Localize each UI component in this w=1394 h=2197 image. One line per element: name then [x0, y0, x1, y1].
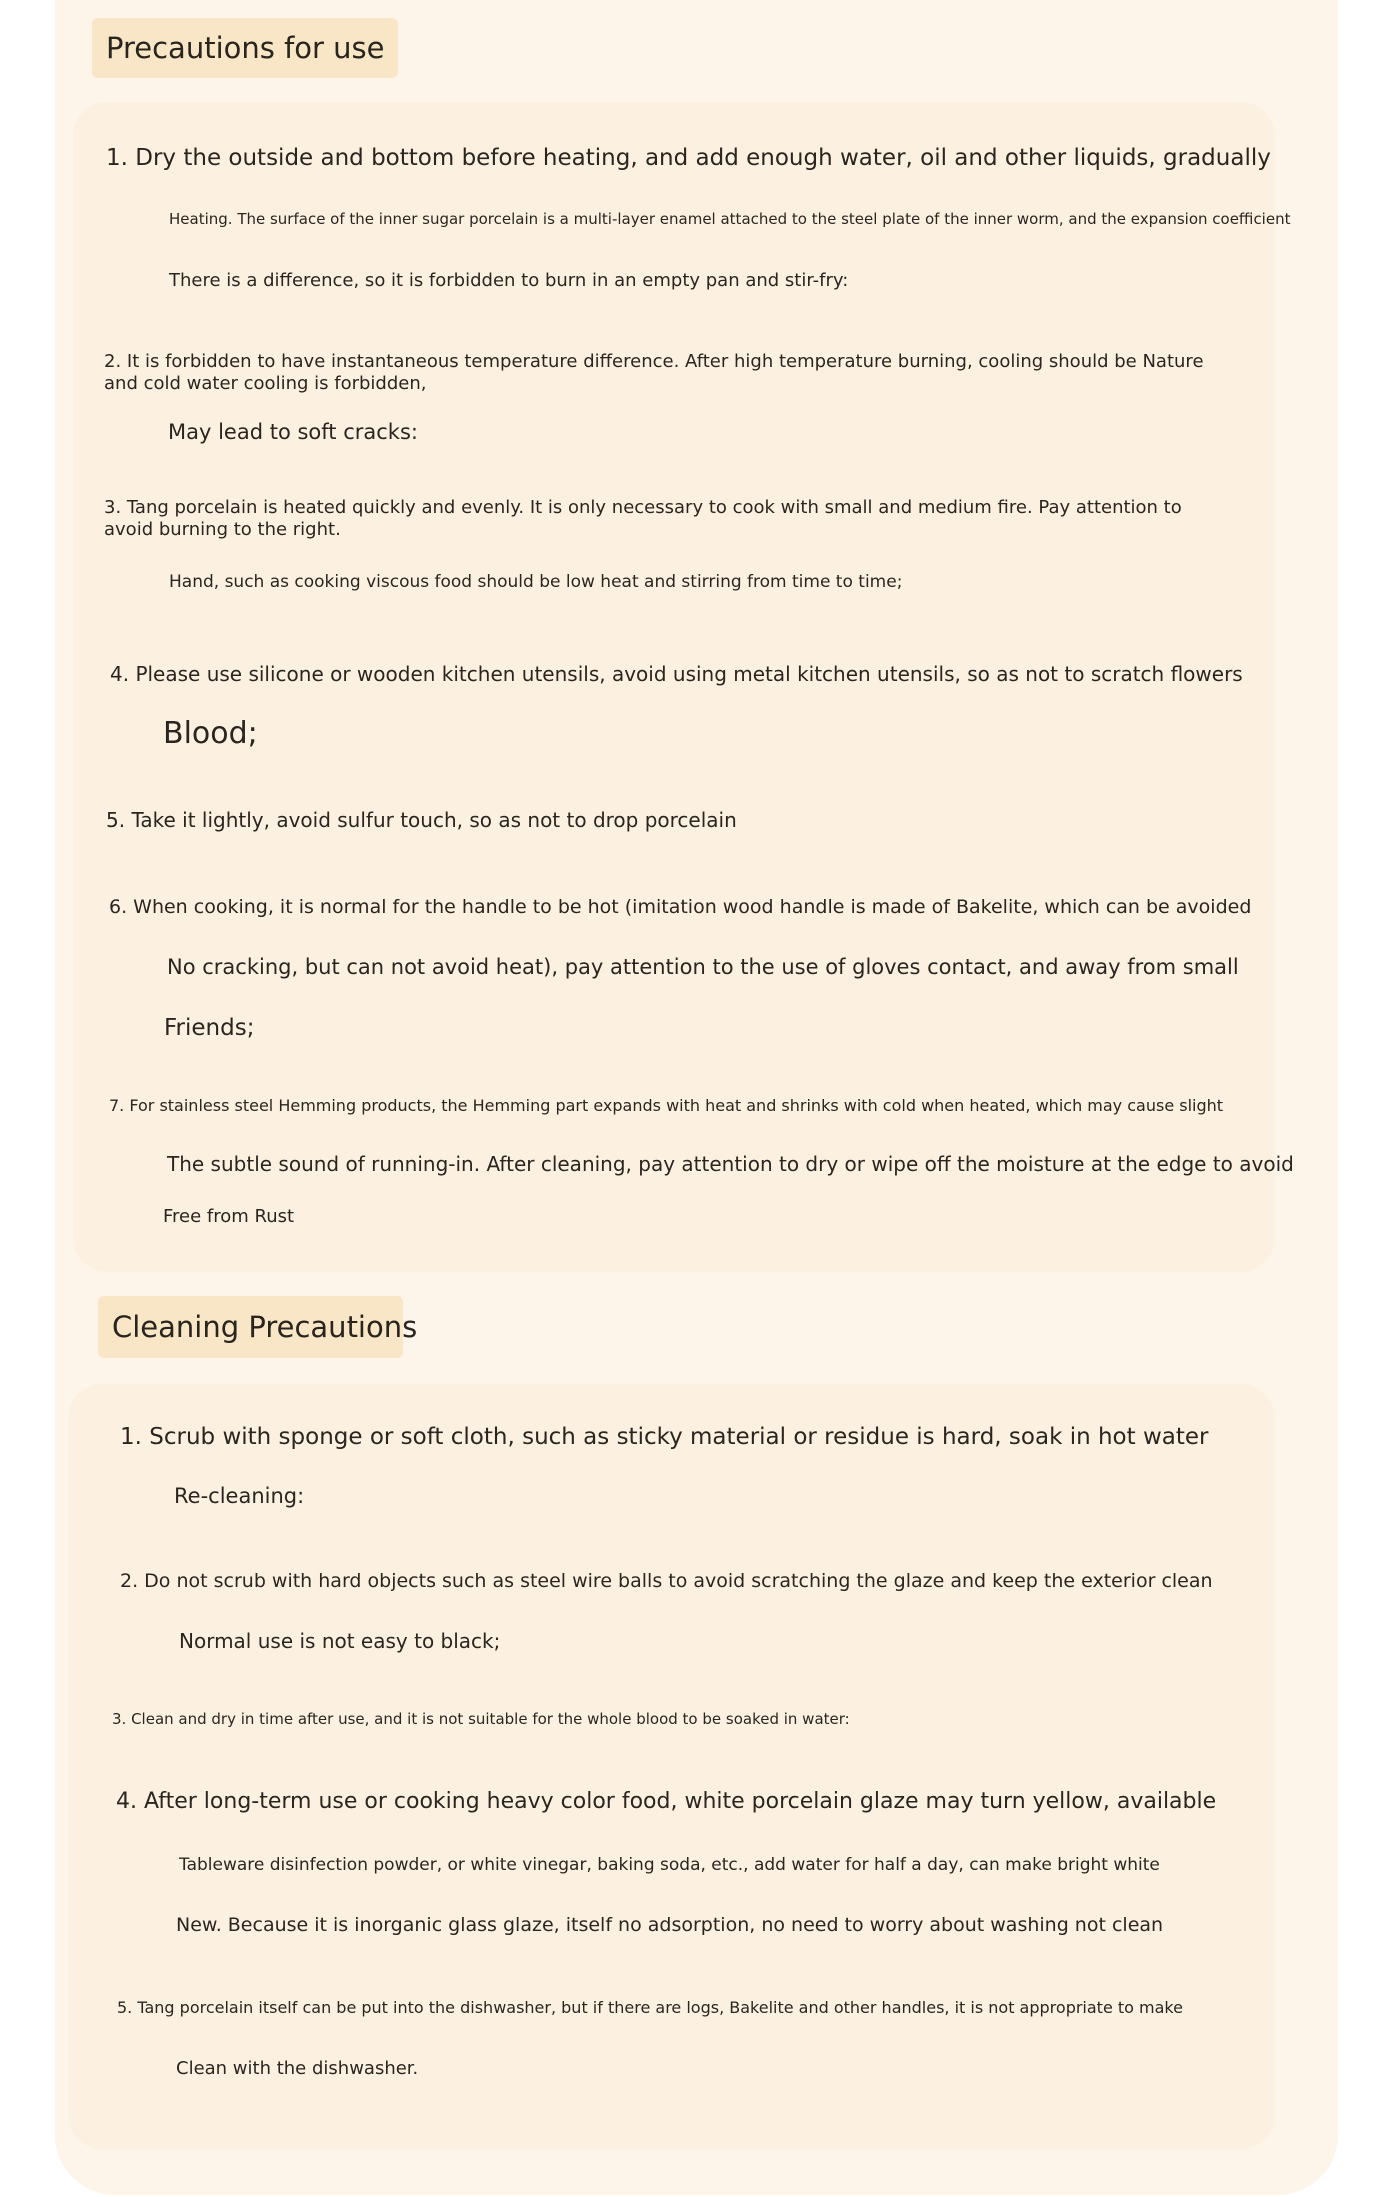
use-item-3-cont: Hand, such as cooking viscous food should be low heat and stirring from time to time;	[169, 572, 903, 592]
use-item-5: 5. Take it lightly, avoid sulfur touch, so as not to drop porcelain	[106, 808, 737, 832]
use-item-7: 7. For stainless steel Hemming products, the Hemming part expands with heat and shrinks with cold when heated, which may cause slight	[109, 1096, 1224, 1115]
cleaning-item-5-cont: Clean with the dishwasher.	[176, 2058, 419, 2079]
use-item-2-cont: May lead to soft cracks:	[168, 420, 418, 444]
cleaning-item-2-cont: Normal use is not easy to black;	[179, 1629, 501, 1653]
use-item-1: 1. Dry the outside and bottom before heating, and add enough water, oil and other liquids, gradually	[106, 145, 1271, 171]
cleaning-item-1: 1. Scrub with sponge or soft cloth, such as sticky material or residue is hard, soak in hot water	[120, 1424, 1209, 1450]
cleaning-item-4: 4. After long-term use or cooking heavy color food, white porcelain glaze may turn yellow, available	[116, 1789, 1217, 1814]
use-item-6: 6. When cooking, it is normal for the handle to be hot (imitation wood handle is made of Bakelite, which can be avoided	[109, 896, 1252, 918]
use-item-6-cont-b: Friends;	[164, 1015, 255, 1041]
use-item-4-cont: Blood;	[163, 716, 258, 751]
use-item-7-cont-b: Free from Rust	[163, 1206, 295, 1227]
cleaning-item-3: 3. Clean and dry in time after use, and it is not suitable for the whole blood to be soaked in water:	[112, 1710, 850, 1728]
use-item-1-cont-b: There is a difference, so it is forbidden to burn in an empty pan and stir-fry:	[169, 270, 849, 291]
section-heading-use: Precautions for use	[92, 18, 398, 78]
cleaning-item-2: 2. Do not scrub with hard objects such as steel wire balls to avoid scratching the glaze and keep the exterior clean	[120, 1570, 1213, 1592]
use-item-4: 4. Please use silicone or wooden kitchen utensils, avoid using metal kitchen utensils, so as not to scratch flowers	[110, 662, 1243, 686]
use-item-1-cont-a: Heating. The surface of the inner sugar porcelain is a multi-layer enamel attached to the steel plate of the inner worm, and the expansion coefficient	[169, 210, 1291, 228]
use-item-7-cont-a: The subtle sound of running-in. After cleaning, pay attention to dry or wipe off the moisture at the edge to avoid	[167, 1152, 1294, 1176]
section-heading-cleaning: Cleaning Precautions	[98, 1296, 403, 1358]
use-item-2: 2. It is forbidden to have instantaneous temperature difference. After high temperature burning, cooling should be Nature and cold water cooling is forbidden,	[104, 351, 1204, 394]
cleaning-item-4-cont-b: New. Because it is inorganic glass glaze, itself no adsorption, no need to worry about washing not clean	[176, 1914, 1164, 1936]
cleaning-item-4-cont-a: Tableware disinfection powder, or white vinegar, baking soda, etc., add water for half a day, can make bright white	[179, 1855, 1160, 1875]
use-item-6-cont-a: No cracking, but can not avoid heat), pay attention to the use of gloves contact, and away from small	[167, 955, 1239, 979]
use-item-3: 3. Tang porcelain is heated quickly and evenly. It is only necessary to cook with small and medium fire. Pay attention to avoid burning to the right.	[104, 497, 1182, 540]
cleaning-item-5: 5. Tang porcelain itself can be put into the dishwasher, but if there are logs, Bakelite and other handles, it is not appropriate to make	[117, 1998, 1183, 2017]
cleaning-item-1-cont: Re-cleaning:	[174, 1484, 305, 1508]
